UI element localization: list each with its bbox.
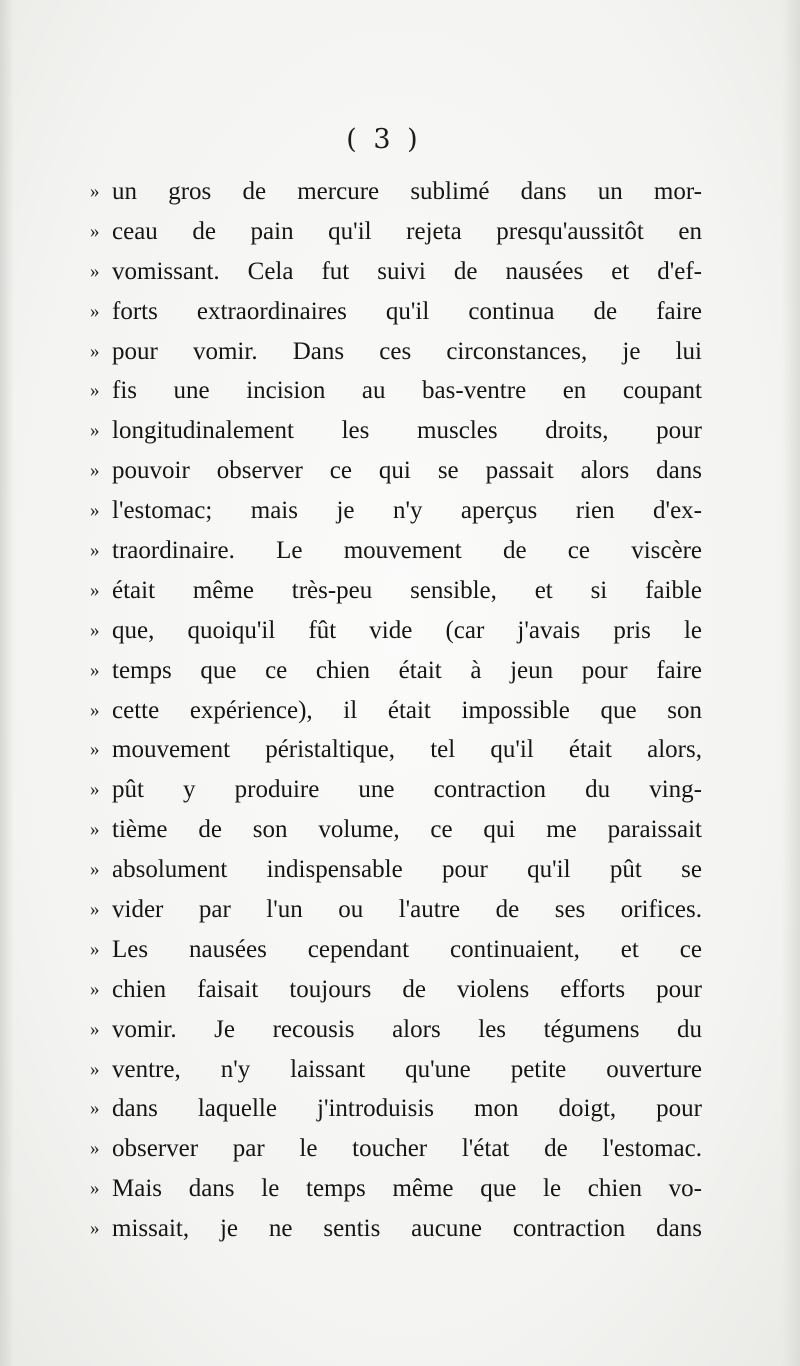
- text-line: [90, 371, 702, 411]
- text-line: [90, 770, 702, 810]
- text-line: [90, 172, 702, 212]
- text-line: [90, 890, 702, 930]
- quote-mark: »: [90, 300, 100, 322]
- quote-mark: »: [90, 540, 100, 562]
- text-line: [90, 1089, 702, 1129]
- line-text: que, quoiqu'il fût vide (car j'avais pris le: [112, 616, 702, 644]
- quote-mark: »: [90, 380, 100, 402]
- text-line: [90, 930, 702, 970]
- page-number: ( 3 ): [346, 124, 422, 155]
- text-line: [90, 1010, 702, 1050]
- quote-mark: »: [90, 619, 100, 641]
- text-line: [90, 1129, 702, 1169]
- line-text: un gros de mercure sublimé dans un mor-: [112, 178, 702, 205]
- quote-mark: »: [90, 899, 100, 921]
- text-line: [90, 970, 702, 1010]
- text-line: [90, 292, 702, 332]
- line-text: dans laquelle j'introduisis mon doigt, pour: [112, 1095, 702, 1123]
- text-line: [90, 1169, 702, 1209]
- text-line: [90, 252, 702, 292]
- quote-mark: »: [90, 659, 100, 681]
- line-text: temps que ce chien était à jeun pour faire: [112, 656, 702, 684]
- line-text: observer par le toucher l'état de l'estomac.: [112, 1135, 702, 1163]
- text-line: [90, 332, 702, 372]
- line-text: chien faisait toujours de violens efforts pour: [112, 975, 702, 1003]
- line-text: traordinaire. Le mouvement de ce viscère: [112, 537, 702, 565]
- line-text: l'estomac; mais je n'y aperçus rien d'ex-: [112, 497, 702, 525]
- line-text: fis une incision au bas-ventre en coupant: [112, 377, 702, 405]
- text-line: [90, 651, 702, 691]
- text-line: [90, 850, 702, 890]
- line-text: absolument indispensable pour qu'il pût se: [112, 856, 702, 884]
- quote-mark: »: [90, 1098, 100, 1120]
- quote-mark: »: [90, 220, 100, 242]
- text-line: [90, 212, 702, 252]
- quote-mark: »: [90, 579, 100, 601]
- quote-mark: »: [90, 1138, 100, 1160]
- line-text: Les nausées cependant continuaient, et ce: [112, 935, 702, 963]
- line-text: Mais dans le temps même que le chien vo-: [112, 1175, 702, 1203]
- line-text: vider par l'un ou l'autre de ses orifices.: [112, 896, 702, 924]
- line-text: missait, je ne sentis aucune contraction dans: [112, 1215, 702, 1243]
- quote-mark: »: [90, 420, 100, 442]
- line-text: ventre, n'y laissant qu'une petite ouverture: [112, 1055, 702, 1083]
- line-text: vomir. Je recousis alors les tégumens du: [112, 1015, 702, 1043]
- text-line: [90, 491, 702, 531]
- line-text: pouvoir observer ce qui se passait alors dans: [112, 457, 702, 485]
- page-shadow-left: [0, 0, 14, 1366]
- quote-mark: »: [90, 1018, 100, 1040]
- line-text: pour vomir. Dans ces circonstances, je lui: [112, 337, 702, 365]
- text-line: [90, 730, 702, 770]
- quote-mark: »: [90, 340, 100, 362]
- text-line: [90, 691, 702, 731]
- line-text: forts extraordinaires qu'il continua de faire: [112, 297, 702, 325]
- quote-mark: »: [90, 260, 100, 282]
- text-line: [90, 411, 702, 451]
- line-text: cette expérience), il était impossible que son: [112, 696, 702, 724]
- line-text: était même très-peu sensible, et si faible: [112, 576, 702, 604]
- line-text: mouvement péristaltique, tel qu'il était alors,: [112, 736, 702, 764]
- quote-mark: »: [90, 181, 100, 202]
- text-line: [90, 451, 702, 491]
- quote-mark: »: [90, 1178, 100, 1200]
- text-line: [90, 1050, 702, 1090]
- text-line: [90, 531, 702, 571]
- quote-mark: »: [90, 1058, 100, 1080]
- line-text: vomissant. Cela fut suivi de nausées et d'ef-: [112, 257, 702, 285]
- text-line: [90, 611, 702, 651]
- quote-mark: »: [90, 779, 100, 801]
- quote-mark: »: [90, 819, 100, 841]
- line-text: tième de son volume, ce qui me paraissait: [112, 816, 702, 844]
- line-text: pût y produire une contraction du ving-: [112, 776, 702, 804]
- text-line: [90, 810, 702, 850]
- quote-mark: »: [90, 699, 100, 721]
- quote-mark: »: [90, 739, 100, 761]
- body-text: [90, 172, 702, 1249]
- quote-mark: »: [90, 1218, 100, 1240]
- quote-mark: »: [90, 859, 100, 881]
- quote-mark: »: [90, 978, 100, 1000]
- quote-mark: »: [90, 500, 100, 522]
- quote-mark: »: [90, 938, 100, 960]
- page-shadow-right: [782, 0, 800, 1366]
- line-text: longitudinalement les muscles droits, pour: [112, 417, 702, 445]
- line-text: ceau de pain qu'il rejeta presqu'aussitôt en: [112, 217, 702, 245]
- quote-mark: »: [90, 460, 100, 482]
- text-line: [90, 571, 702, 611]
- text-line: [90, 1209, 702, 1249]
